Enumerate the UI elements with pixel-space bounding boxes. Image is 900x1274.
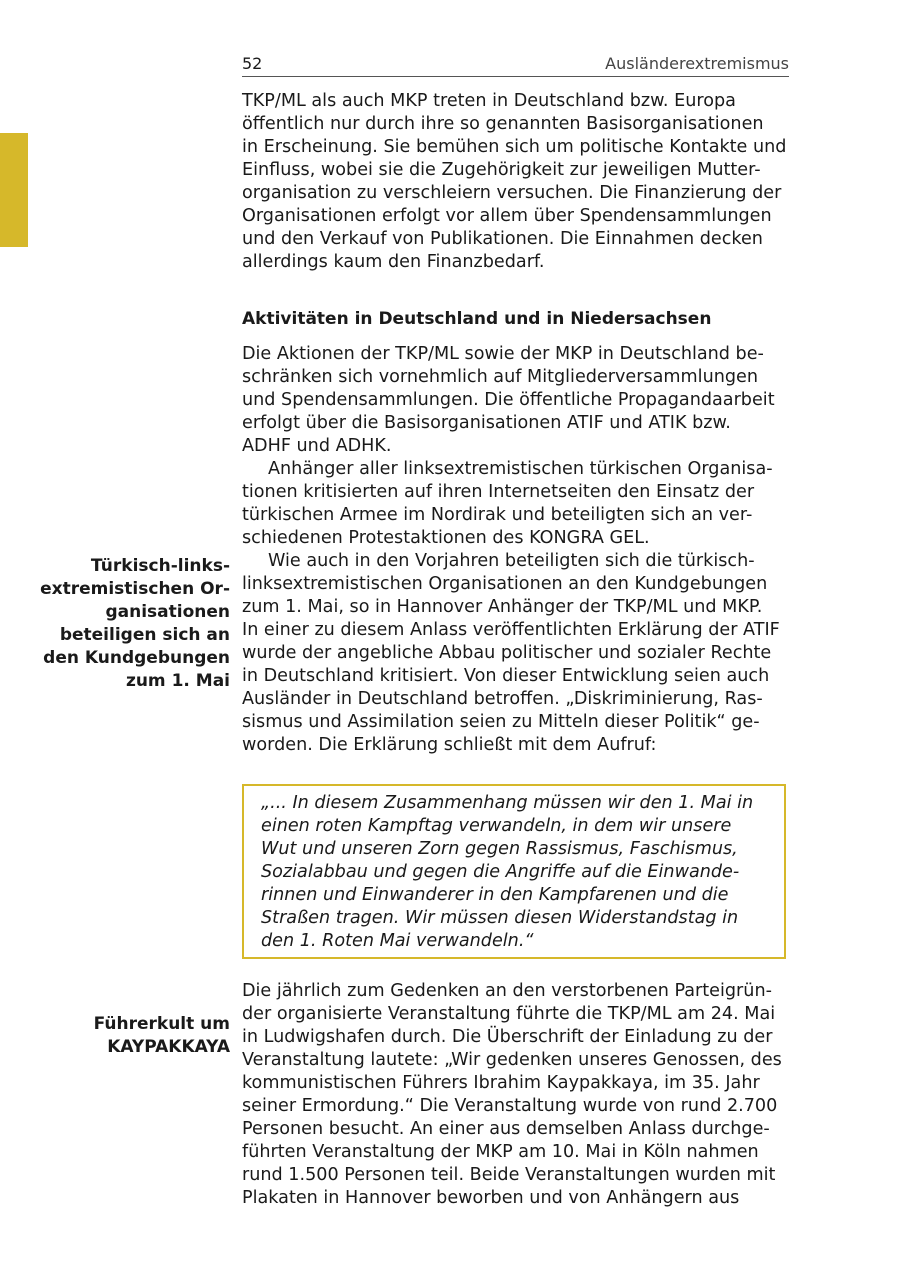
quote-line: einen roten Kampftag verwandeln, in dem wir unsere bbox=[261, 816, 732, 836]
text-line: linksextremistischen Organisationen an den Kundgebungen bbox=[242, 574, 768, 594]
text-line: und den Verkauf von Publikationen. Die Einnahmen decken bbox=[242, 229, 763, 249]
margin-note-kaypakkaya bbox=[94, 1013, 230, 1059]
margin-note-line: Führerkult um bbox=[93, 1014, 230, 1034]
text-line: öffentlich nur durch ihre so genannten Basisorganisationen bbox=[242, 114, 764, 134]
quote-line: rinnen und Einwanderer in den Kampfarenen und die bbox=[261, 885, 729, 905]
text-line: in Ludwigshafen durch. Die Überschrift der Einladung zu der bbox=[242, 1027, 773, 1047]
text-line: schränken sich vornehmlich auf Mitgliederversammlungen bbox=[242, 367, 759, 387]
chapter-tab-marker bbox=[0, 133, 28, 247]
intro-paragraph bbox=[242, 90, 794, 274]
text-line: In einer zu diesem Anlass veröffentlichten Erklärung der ATIF bbox=[242, 620, 780, 640]
margin-note-line: beteiligen sich an bbox=[59, 625, 230, 645]
text-line: Die Aktionen der TKP/ML sowie der MKP in Deutschland be- bbox=[242, 344, 764, 364]
text-line: Personen besucht. An einer aus demselben Anlass durchge- bbox=[242, 1119, 770, 1139]
text-line: Organisationen erfolgt vor allem über Spendensammlungen bbox=[242, 206, 772, 226]
text-line: worden. Die Erklärung schließt mit dem Aufruf: bbox=[242, 735, 657, 755]
text-line: Ausländer in Deutschland betroffen. „Diskriminierung, Ras- bbox=[242, 689, 763, 709]
margin-note-line: Türkisch-links- bbox=[90, 556, 230, 576]
text-line: organisation zu verschleiern versuchen. Die Finanzierung der bbox=[242, 183, 782, 203]
text-line: in Erscheinung. Sie bemühen sich um politische Kontakte und bbox=[242, 137, 787, 157]
text-line: Die jährlich zum Gedenken an den verstorbenen Parteigrün- bbox=[242, 981, 772, 1001]
margin-note-line: den Kundgebungen bbox=[43, 648, 230, 668]
text-line: der organisierte Veranstaltung führte die TKP/ML am 24. Mai bbox=[242, 1004, 776, 1024]
running-header bbox=[242, 52, 789, 77]
text-line: in Deutschland kritisiert. Von dieser Entwicklung seien auch bbox=[242, 666, 770, 686]
text-line: seiner Ermordung.“ Die Veranstaltung wurde von rund 2.700 bbox=[242, 1096, 778, 1116]
text-line: Veranstaltung lautete: „Wir gedenken unseres Genossen, des bbox=[242, 1050, 782, 1070]
text-line: schiedenen Protestaktionen des KONGRA GEL. bbox=[242, 528, 650, 548]
quote-text bbox=[261, 792, 753, 953]
quote-line: „... In diesem Zusammenhang müssen wir den 1. Mai in bbox=[261, 793, 754, 813]
margin-note-line: ganisationen bbox=[105, 602, 230, 622]
text-line: Einfluss, wobei sie die Zugehörigkeit zur jeweiligen Mutter- bbox=[242, 160, 761, 180]
quote-line: Wut und unseren Zorn gegen Rassismus, Faschismus, bbox=[261, 839, 738, 859]
margin-note-line: KAYPAKKAYA bbox=[107, 1037, 230, 1057]
margin-note-line: zum 1. Mai bbox=[125, 671, 230, 691]
text-line: Anhänger aller linksextremistischen türkischen Organisa- bbox=[268, 459, 773, 479]
text-line: kommunistischen Führers Ibrahim Kaypakkaya, im 35. Jahr bbox=[242, 1073, 760, 1093]
quote-box bbox=[242, 784, 786, 959]
text-line: rund 1.500 Personen teil. Beide Veranstaltungen wurden mit bbox=[242, 1165, 776, 1185]
text-line: ADHF und ADHK. bbox=[242, 436, 392, 456]
text-line: sismus und Assimilation seien zu Mitteln dieser Politik“ ge- bbox=[242, 712, 760, 732]
text-line: wurde der angebliche Abbau politischer und sozialer Rechte bbox=[242, 643, 772, 663]
text-line: führten Veranstaltung der MKP am 10. Mai in Köln nahmen bbox=[242, 1142, 759, 1162]
margin-note-may-day bbox=[40, 555, 230, 693]
quote-line: Straßen tragen. Wir müssen diesen Widerstandstag in bbox=[261, 908, 739, 928]
quote-line: Sozialabbau und gegen die Angriffe auf die Einwande- bbox=[261, 862, 740, 882]
text-line: allerdings kaum den Finanzbedarf. bbox=[242, 252, 545, 272]
page-number: 52 bbox=[242, 54, 263, 73]
text-line: zum 1. Mai, so in Hannover Anhänger der TKP/ML und MKP. bbox=[242, 597, 763, 617]
text-line: Wie auch in den Vorjahren beteiligten sich die türkisch- bbox=[268, 551, 755, 571]
text-line: TKP/ML als auch MKP treten in Deutschland bzw. Europa bbox=[242, 91, 736, 111]
closing-paragraph bbox=[242, 980, 794, 1210]
activities-paragraphs bbox=[242, 343, 794, 757]
section-heading: Aktivitäten in Deutschland und in Niedersachsen bbox=[242, 309, 712, 329]
section-title: Ausländerextremismus bbox=[605, 54, 789, 73]
text-line: türkischen Armee im Nordirak und beteiligten sich an ver- bbox=[242, 505, 753, 525]
margin-note-line: extremistischen Or- bbox=[40, 579, 230, 599]
text-line: tionen kritisierten auf ihren Internetseiten den Einsatz der bbox=[242, 482, 755, 502]
text-line: und Spendensammlungen. Die öffentliche Propagandaarbeit bbox=[242, 390, 775, 410]
text-line: erfolgt über die Basisorganisationen ATIF und ATIK bzw. bbox=[242, 413, 731, 433]
quote-line: den 1. Roten Mai verwandeln.“ bbox=[261, 931, 534, 951]
text-line: Plakaten in Hannover beworben und von Anhängern aus bbox=[242, 1188, 740, 1208]
